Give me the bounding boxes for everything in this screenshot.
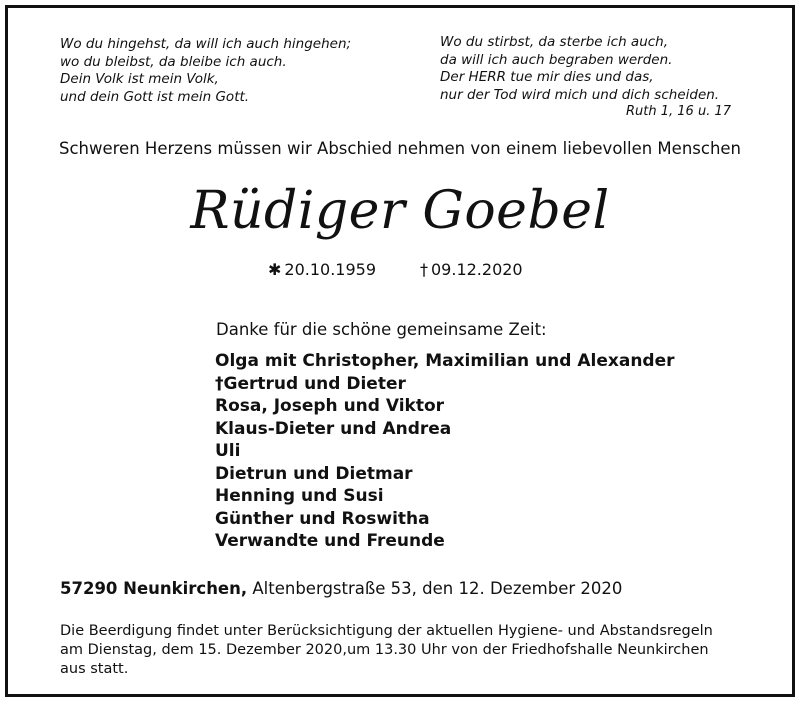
death-cross-icon: † bbox=[420, 260, 428, 279]
birth-star-icon: ✱ bbox=[268, 260, 282, 279]
mourner: Verwandte und Freunde bbox=[215, 531, 445, 551]
quote-left bbox=[60, 36, 351, 106]
mourner: Günther und Roswitha bbox=[215, 508, 430, 529]
birth-date-value: 20.10.1959 bbox=[284, 260, 377, 279]
funeral-info bbox=[60, 622, 713, 679]
deceased-name: Rüdiger Goebel bbox=[190, 181, 610, 241]
mourner: Uli bbox=[215, 441, 241, 461]
quote-line: und dein Gott ist mein Gott. bbox=[60, 88, 250, 105]
quote-line: Dein Volk ist mein Volk, bbox=[60, 71, 219, 87]
quote-line: Wo du stirbst, da sterbe ich auch, bbox=[440, 34, 669, 50]
funeral-line: aus statt. bbox=[60, 661, 129, 677]
intro-text: Schweren Herzens müssen wir Abschied nehmen von einem liebevollen Menschen bbox=[58, 139, 742, 158]
mourner: Rosa, Joseph und Viktor bbox=[215, 396, 445, 416]
mourners-list bbox=[215, 350, 675, 553]
quote-line: da will ich auch begraben werden. bbox=[440, 51, 673, 68]
quote-line: nur der Tod wird mich und dich scheiden. bbox=[440, 86, 720, 103]
mourner: Dietrun und Dietmar bbox=[215, 463, 413, 484]
birth-date bbox=[268, 260, 376, 279]
funeral-line: Die Beerdigung findet unter Berücksichtigung der aktuellen Hygiene- und Abstandsregeln bbox=[60, 623, 713, 639]
place-and-date bbox=[60, 579, 622, 598]
mourner: Olga mit Christopher, Maximilian und Alexander bbox=[215, 351, 675, 371]
death-date-value: 09.12.2020 bbox=[431, 260, 523, 279]
death-date bbox=[420, 260, 523, 279]
mourner: †Gertrud und Dieter bbox=[215, 373, 406, 394]
place-city: 57290 Neunkirchen, bbox=[60, 579, 248, 598]
mourner: Henning und Susi bbox=[215, 486, 384, 506]
quote-source: Ruth 1, 16 u. 17 bbox=[626, 104, 731, 119]
quote-line: Wo du hingehst, da will ich auch hingehen; bbox=[60, 36, 352, 52]
mourner: Klaus-Dieter und Andrea bbox=[215, 418, 452, 439]
quote-line: wo du bleibst, da bleibe ich auch. bbox=[60, 53, 287, 70]
quote-right bbox=[440, 34, 719, 104]
thanks-line: Danke für die schöne gemeinsame Zeit: bbox=[216, 320, 547, 339]
quote-line: Der HERR tue mir dies und das, bbox=[440, 69, 654, 85]
place-address-date: Altenbergstraße 53, den 12. Dezember 2020 bbox=[247, 579, 623, 598]
funeral-line: am Dienstag, dem 15. Dezember 2020,um 13.30 Uhr von der Friedhofshalle Neunkirchen bbox=[60, 642, 709, 658]
